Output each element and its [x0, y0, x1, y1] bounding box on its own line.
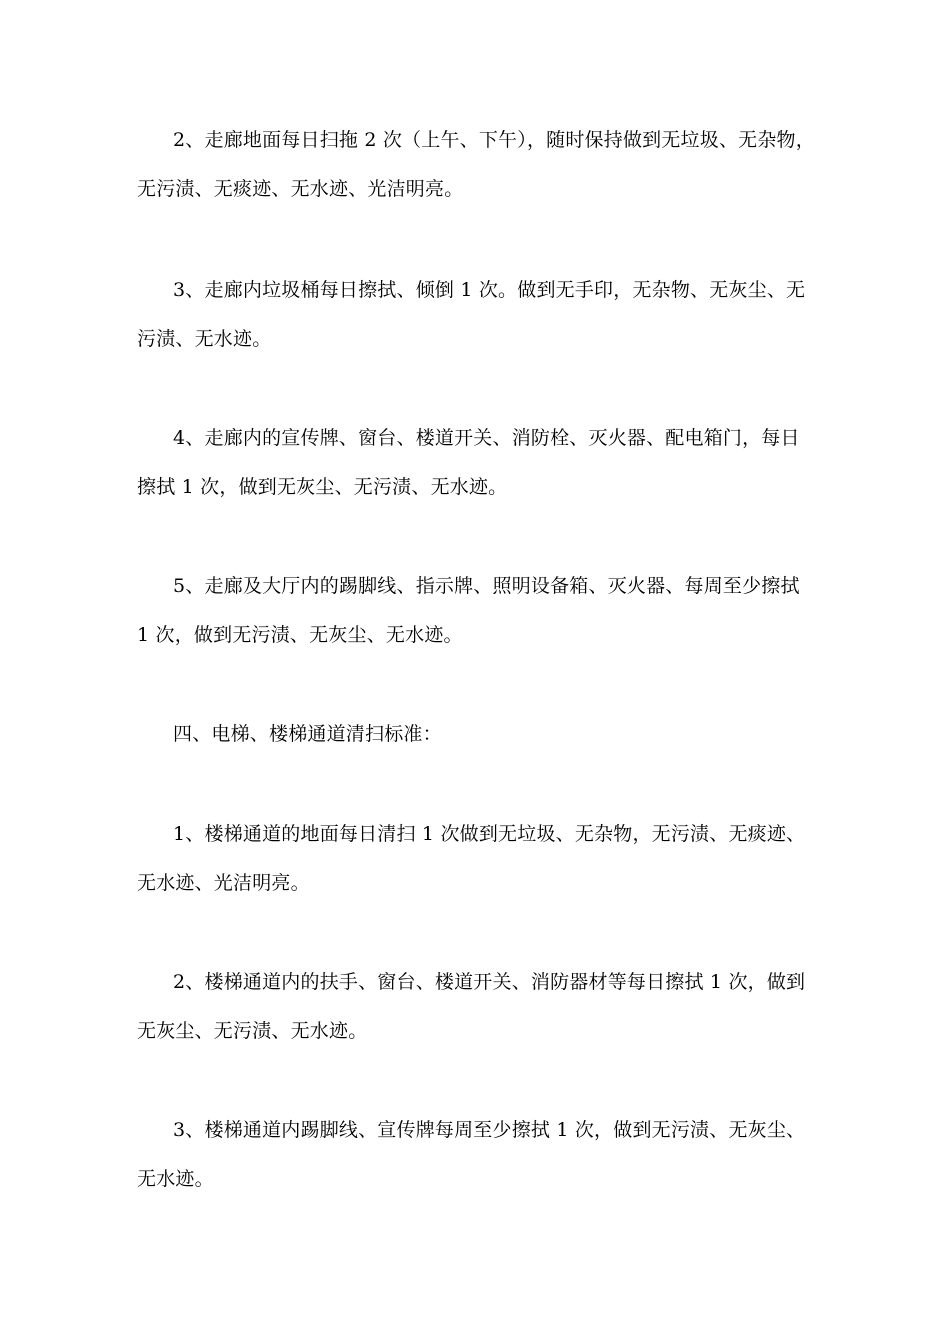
- paragraph-stairway-weekly: 3、楼梯通道内踢脚线、宣传牌每周至少擦拭 1 次，做到无污渍、无灰尘、无水迹。: [137, 1119, 806, 1190]
- paragraph-stairway-fixtures: 2、楼梯通道内的扶手、窗台、楼道开关、消防器材等每日擦拭 1 次，做到无灰尘、无污渍、无水迹。: [137, 971, 806, 1042]
- paragraph-corridor-floor: 2、走廊地面每日扫拖 2 次（上午、下午），随时保持做到无垃圾、无杂物，无污渍、无痰迹、无水迹、光洁明亮。: [137, 129, 815, 200]
- paragraph-corridor-trash-bin: 3、走廊内垃圾桶每日擦拭、倾倒 1 次。做到无手印，无杂物、无灰尘、无污渍、无水迹。: [137, 279, 806, 350]
- section-heading-elevator-stairway: 四、电梯、楼梯通道清扫标准：: [173, 723, 442, 745]
- paragraph-stairway-floor: 1、楼梯通道的地面每日清扫 1 次做到无垃圾、无杂物，无污渍、无痰迹、无水迹、光洁明亮。: [137, 823, 806, 894]
- paragraph-corridor-weekly: 5、走廊及大厅内的踢脚线、指示牌、照明设备箱、灭火器、每周至少擦拭 1 次，做到无污渍、无灰尘、无水迹。: [137, 575, 800, 646]
- paragraph-corridor-fixtures: 4、走廊内的宣传牌、窗台、楼道开关、消防栓、灭火器、配电箱门，每日擦拭 1 次，做到无灰尘、无污渍、无水迹。: [137, 427, 800, 498]
